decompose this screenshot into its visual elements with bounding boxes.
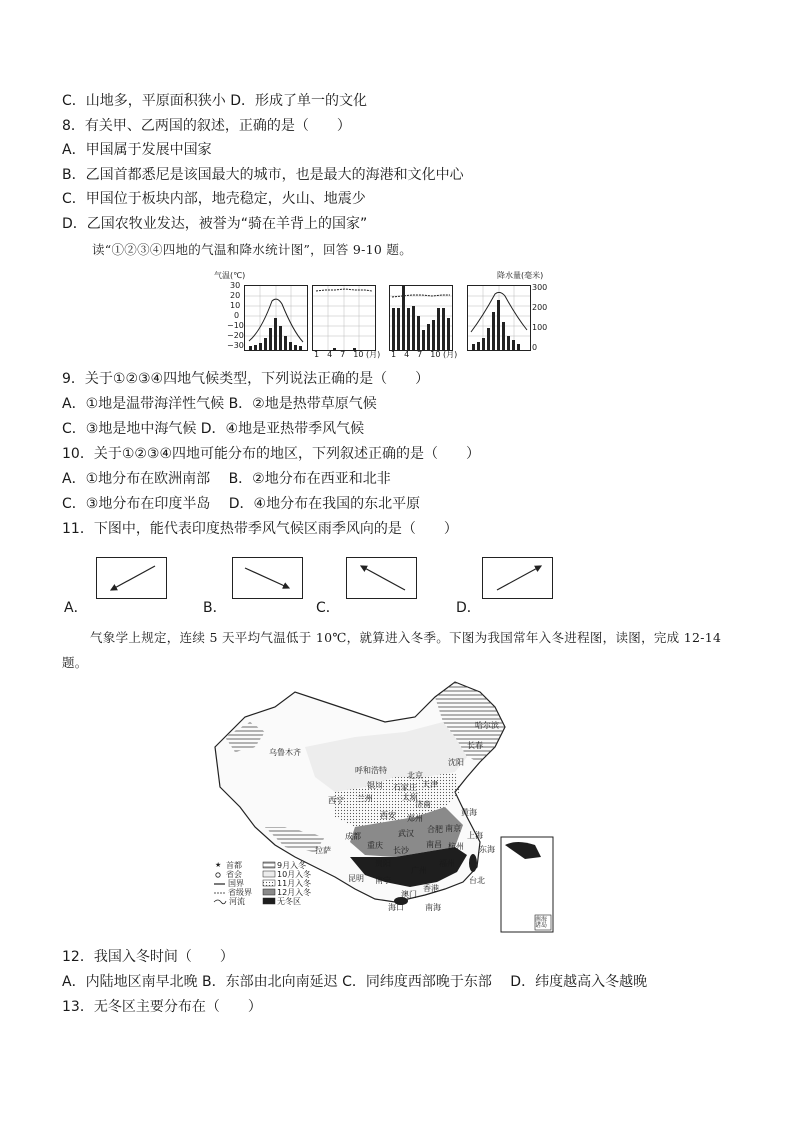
option-b-label: B． (203, 600, 227, 616)
city-label: 福州 (439, 859, 455, 868)
option-d-label: D． (456, 600, 481, 616)
winter-onset-map (205, 677, 557, 939)
q8-stem: 8．有关甲、乙两国的叙述，正确的是（ ） (62, 118, 351, 134)
q9-stem: 9．关于①②③④四地气候类型，下列说法正确的是（ ） (62, 371, 430, 387)
q10-option-cd: C．③地分布在印度半岛 D．④地分布在我国的东北平原 (62, 496, 421, 512)
q7-option-cd: C．山地多，平原面积狭小 D．形成了单一的文化 (62, 93, 368, 109)
q12-14-intro-line2: 题。 (62, 655, 88, 670)
temp-tick: −20 (227, 331, 244, 340)
q10-stem: 10．关于①②③④四地可能分布的地区，下列叙述正确的是（ ） (62, 446, 481, 462)
precip-tick: 100 (532, 323, 548, 332)
city-label: 济南 (415, 800, 431, 809)
legend-provincial-capital: 省会 (226, 870, 242, 879)
precip-axis-title: 降水量(毫米) (497, 271, 544, 280)
city-label: 昆明 (348, 874, 364, 883)
city-label: 南京 (445, 824, 461, 833)
q9-option-ab: A．①地是温带海洋性气候 B．②地是热带草原气候 (62, 396, 377, 412)
option-a-label: A． (64, 600, 88, 616)
chart-1-plot (245, 286, 307, 350)
precip-tick: 200 (532, 303, 548, 312)
city-label: 银川 (367, 781, 383, 790)
climate-chart-4 (467, 285, 531, 351)
q8-option-d: D．乙国农牧业发达，被誉为“骑在羊背上的国家” (62, 216, 368, 232)
legend-no-winter: 无冬区 (277, 897, 301, 906)
city-label: 沈阳 (448, 758, 464, 767)
city-label: 兰州 (357, 794, 373, 803)
chart-2-month-ticks: 1 4 7 10 (月) (314, 350, 381, 359)
arrow-southwest-icon (97, 558, 166, 598)
q9-option-cd: C．③地是地中海气候 D．④地是亚热带季风气候 (62, 421, 365, 437)
sea-label: 黄海 (461, 808, 477, 817)
sea-label: 东海 (479, 845, 495, 854)
q12-options: A．内陆地区南早北晚 B．东部由北向南延迟 C．同纬度西部晚于东部 D．纬度越高入冬越晚 (62, 974, 648, 990)
city-label: 成都 (345, 832, 361, 841)
map-graphic (205, 677, 557, 939)
arrow-northwest-icon (347, 558, 416, 598)
arrow-southeast-icon (233, 558, 302, 598)
svg-text:★: ★ (215, 861, 222, 869)
city-label: 拉萨 (315, 846, 331, 855)
city-label: 北京 (407, 771, 423, 780)
city-label: 南宁 (375, 876, 391, 885)
precip-tick: 0 (532, 343, 538, 352)
temp-tick: −10 (227, 321, 244, 330)
city-label: 长春 (467, 741, 483, 750)
city-label: 郑州 (407, 814, 423, 823)
q11-stem: 11．下图中，能代表印度热带季风气候区雨季风向的是（ ） (62, 521, 458, 537)
q9-10-intro: 读“①②③④四地的气温和降水统计图”，回答 9-10 题。 (92, 242, 413, 257)
inset-label: 南海诸岛 (535, 916, 548, 929)
city-label: 合肥 (427, 825, 443, 834)
q8-option-c: C．甲国位于板块内部，地壳稳定，火山、地震少 (62, 191, 366, 207)
city-label: 广州 (411, 866, 427, 875)
q13-stem: 13．无冬区主要分布在（ ） (62, 999, 262, 1015)
city-label: 海口 (388, 903, 404, 912)
climate-chart-1 (244, 285, 308, 351)
q10-option-ab: A．①地分布在欧洲南部 B．②地分布在西亚和北非 (62, 471, 391, 487)
city-label: 上海 (467, 831, 483, 840)
city-label: 重庆 (367, 841, 383, 850)
city-label: 台北 (469, 876, 485, 885)
chart-2-plot (313, 286, 375, 350)
temp-tick: 0 (234, 311, 240, 320)
legend-nov: 11月入冬 (277, 879, 312, 888)
q12-stem: 12．我国入冬时间（ ） (62, 949, 234, 965)
legend-national-border: 国界 (228, 879, 244, 888)
city-label: 呼和浩特 (355, 766, 387, 775)
temp-tick: 10 (230, 301, 241, 310)
city-label: 石家庄 (393, 783, 417, 792)
option-b-box (232, 557, 303, 599)
temp-axis-title: 气温(℃) (214, 271, 246, 280)
legend-dec: 12月入冬 (277, 888, 312, 897)
q8-option-b: B．乙国首都悉尼是该国最大的城市，也是最大的海港和文化中心 (62, 167, 464, 183)
city-label: 乌鲁木齐 (269, 748, 301, 757)
city-label: 香港 (423, 884, 439, 893)
city-label: 天津 (422, 780, 438, 789)
option-c-label: C． (316, 600, 340, 616)
city-label: 哈尔滨 (475, 721, 499, 730)
sea-label: 南海 (425, 903, 441, 912)
option-c-box (346, 557, 417, 599)
chart-4-plot (468, 286, 530, 350)
precip-tick: 300 (532, 283, 548, 292)
city-label: 杭州 (448, 842, 464, 851)
city-label: 长沙 (393, 846, 409, 855)
temp-tick: 20 (230, 291, 241, 300)
option-d-box (482, 557, 553, 599)
legend-river: 河流 (229, 897, 245, 906)
city-label: 武汉 (398, 829, 414, 838)
city-label: 太原 (402, 793, 418, 802)
legend-sept: 9月入冬 (277, 861, 307, 870)
option-a-box (96, 557, 167, 599)
city-label: 贵阳 (375, 859, 391, 868)
q8-option-a: A．甲国属于发展中国家 (62, 142, 212, 158)
temp-tick: −30 (227, 341, 244, 350)
chart-3-plot (390, 286, 452, 350)
arrow-northeast-icon (483, 558, 552, 598)
legend-provincial-border: 省级界 (228, 888, 252, 897)
temp-tick: 30 (230, 281, 241, 290)
chart-3-month-ticks: 1 4 7 10 (月) (391, 350, 458, 359)
climate-chart-3 (389, 285, 453, 351)
city-label: 西安 (380, 811, 396, 820)
q12-14-intro-line1: 气象学上规定，连续 5 天平均气温低于 10℃，就算进入冬季。下图为我国常年入冬进程图，读图，完成 12-14 (90, 630, 722, 645)
legend-oct: 10月入冬 (277, 870, 312, 879)
legend-capital: 首都 (226, 861, 242, 870)
city-label: 澳门 (401, 890, 417, 899)
climate-chart-2 (312, 285, 376, 351)
city-label: 西宁 (328, 796, 344, 805)
city-label: 南昌 (426, 840, 442, 849)
